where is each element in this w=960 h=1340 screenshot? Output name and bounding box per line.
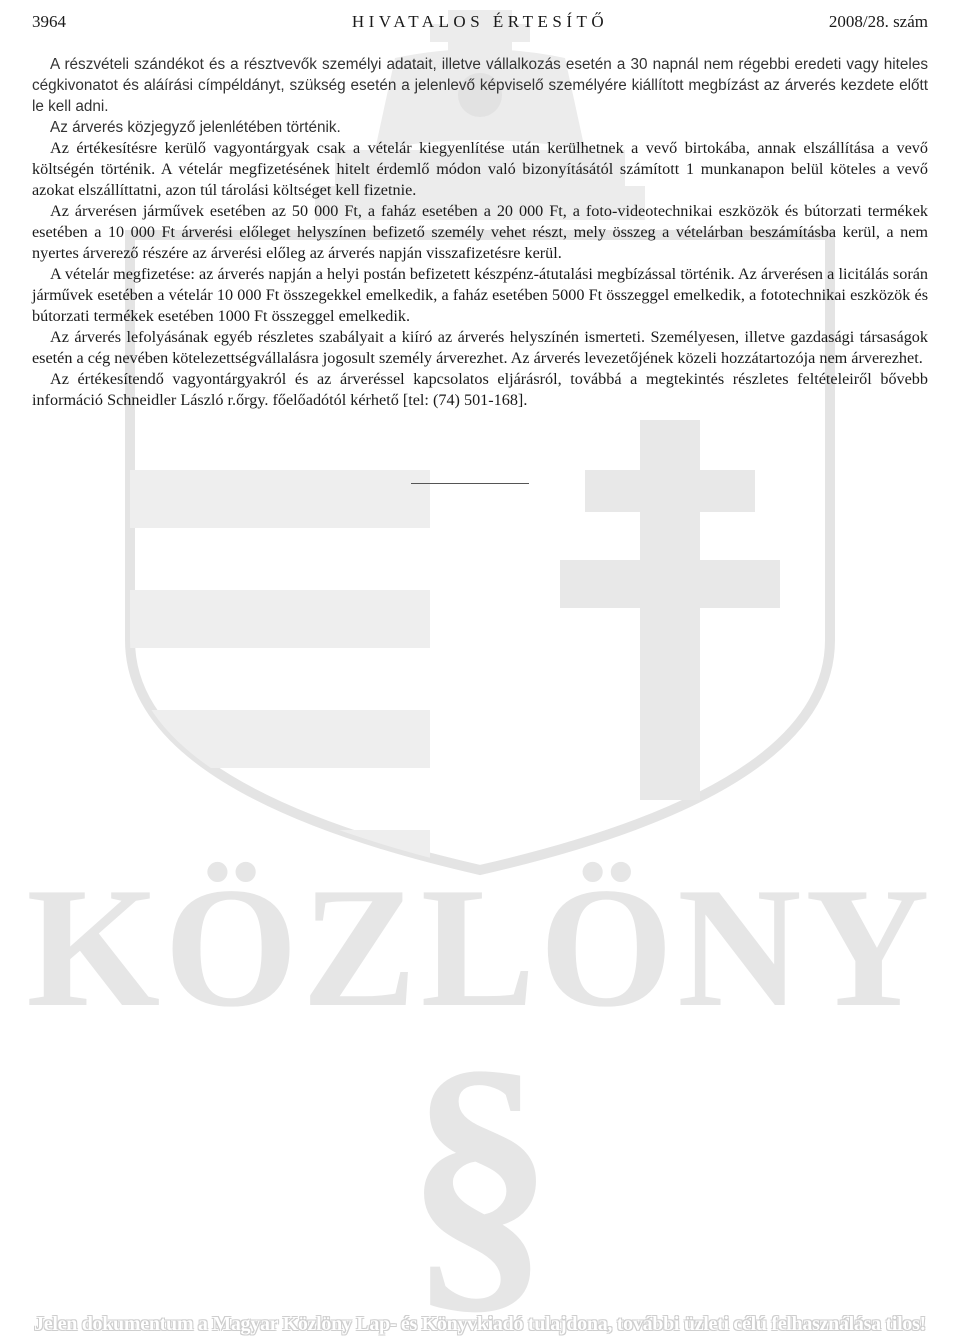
watermark-word: KÖZLÖNY bbox=[26, 853, 934, 1043]
article-body bbox=[32, 54, 928, 411]
paragraph-rules: Az árverés lefolyásának egyéb részletes szabályait a kiíró az árverés helyszínén ismerteti. Személyesen, illetve gazdasági társaságok esetén a cég nevében kötelezettségvállalásra jogosult személy árverezhet. Az árverés levezetőjének közeli hozzátartozója nem árverezhet. bbox=[32, 328, 928, 367]
copyright-notice: Jelen dokumentum a Magyar Közlöny Lap- és Könyvkiadó tulajdona, további üzleti célú felhasználása tilos! bbox=[34, 1313, 926, 1335]
paragraph-contact: Az értékesítendő vagyontárgyakról és az árveréssel kapcsolatos eljárásról, továbbá a megtekintés részletes feltételeiről bővebb információ Schneidler László r.őrgy. főelőadótól kérhető [tel: (74) 501-168]. bbox=[32, 370, 928, 409]
page-header bbox=[32, 10, 928, 34]
paragraph-delivery: Az értékesítésre kerülő vagyontárgyak csak a vételár kiegyenlítése után kerülhetnek a vevő birtokába, annak elszállítása a vevő költségén történik. A vételár megfizetésének hitelt érdemlő módon való bizonyításától számított 1 munkanapon belül köteles a vevő azokat elszállíttatni, azon túl tárolási költséget kell fizetnie. bbox=[32, 139, 928, 199]
paragraph-payment: A vételár megfizetése: az árverés napján a helyi postán befizetett készpénz-átutalási megbízással történik. Az árverésen a licitálás során járművek esetében a vételár 10 000 Ft összegekkel emelkedik, a faház esetében 5000 Ft összeggel emelkedik, a fototechnikai eszközök és bútorzati termékek esetében 1000 Ft összeggel emelkedik. bbox=[32, 265, 928, 325]
paragraph-registration: A részvételi szándékot és a résztvevők személyi adatait, illetve vállalkozás esetén a 30 napnál nem régebbi eredeti vagy hiteles cégkivonatot és aláírási címpéldányt, szükség esetén a jelenlevő képviselő személyére kiállított megbízást az árverés kezdete előtt le kell adni. bbox=[32, 56, 928, 115]
paragraph-deposit: Az árverésen járművek esetében az 50 000 Ft, a faház esetében a 20 000 Ft, a foto-videotechnikai eszközök és bútorzati termékek esetében a 10 000 Ft árverési előleget helyszínen befizető személy vehet részt, mely összeg a vételárban beszámításba kerül, a nem nyertes árverező részére az árverési előleg az árverés napján visszafizetésre kerül. bbox=[32, 202, 928, 262]
paragraph-notary: Az árverés közjegyző jelenlétében történik. bbox=[50, 119, 341, 136]
double-cross-icon bbox=[560, 420, 780, 800]
journal-title: HIVATALOS ÉRTESÍTŐ bbox=[351, 12, 609, 31]
page-number: 3964 bbox=[32, 12, 66, 31]
section-sign-icon: § bbox=[405, 1008, 555, 1340]
issue-number: 2008/28. szám bbox=[828, 12, 928, 31]
end-of-article-rule bbox=[411, 483, 529, 484]
